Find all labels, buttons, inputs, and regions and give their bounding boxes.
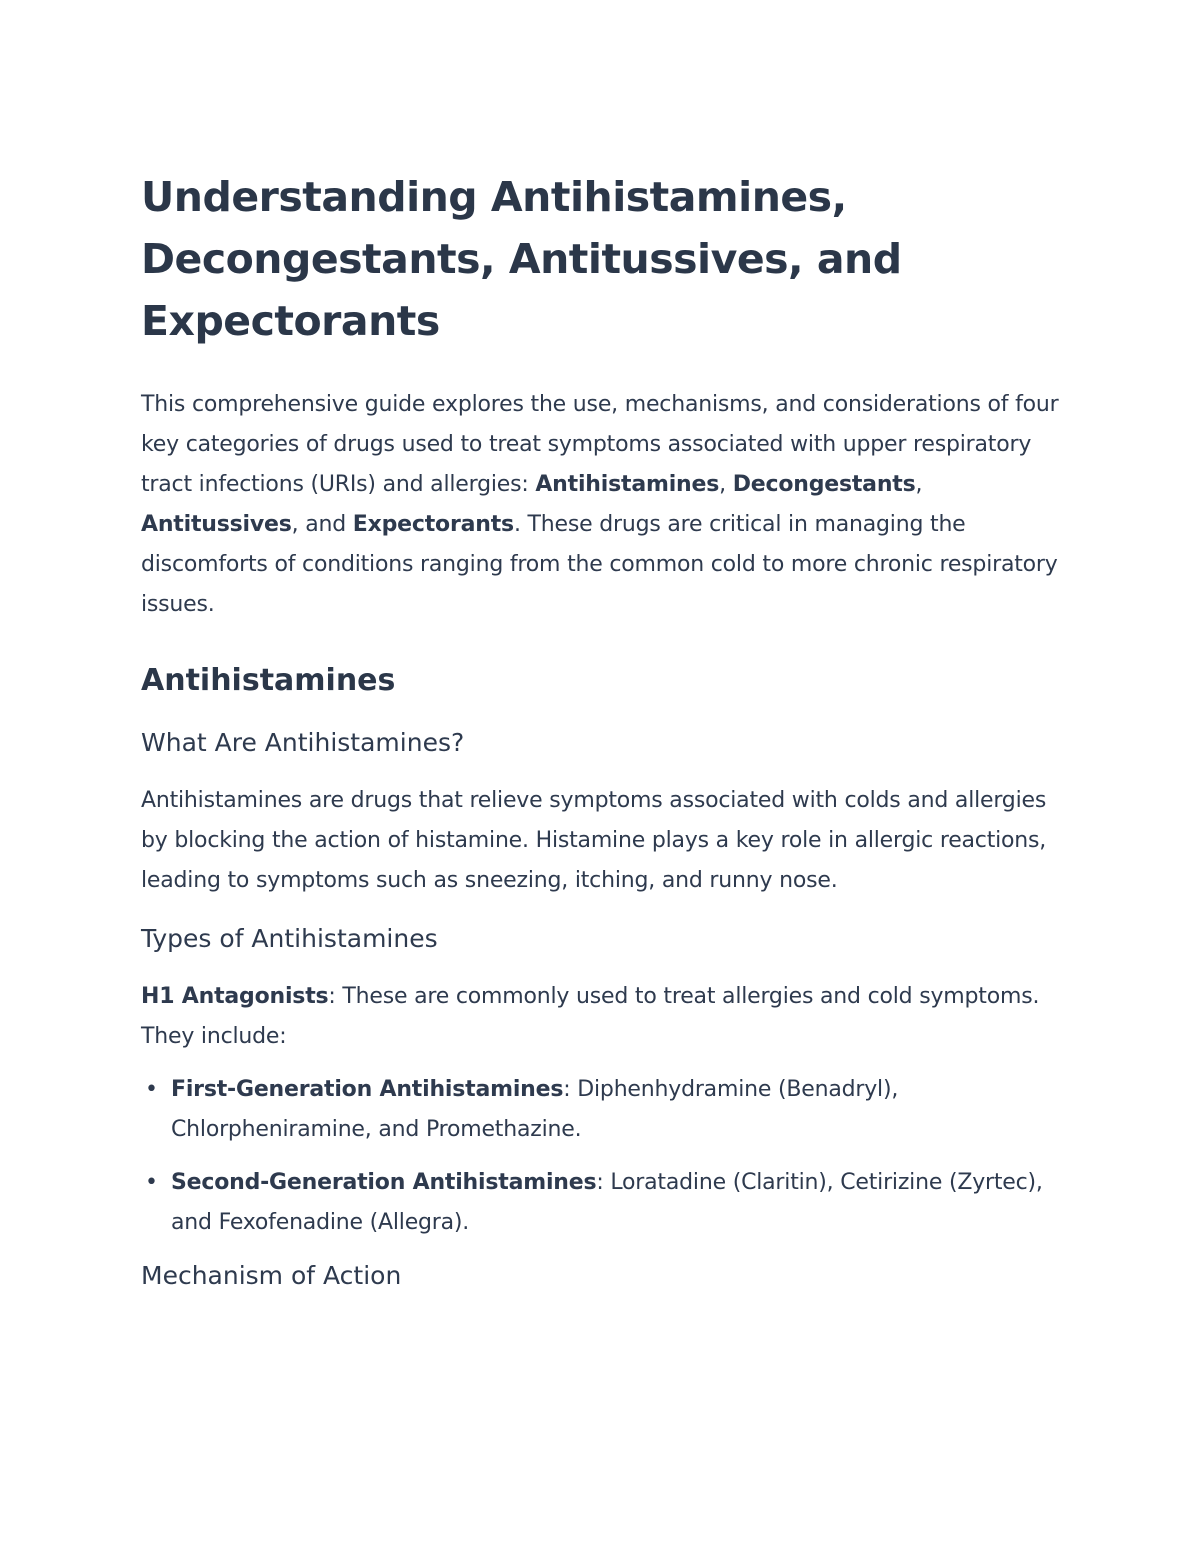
subheading-mechanism: Mechanism of Action: [141, 1261, 402, 1290]
section-heading-antihistamines: Antihistamines: [141, 663, 396, 698]
intro-text: This comprehensive guide explores the use, mechanisms, and considerations of four key categories of drugs used to treat symptoms associated with upper respiratory tract infections (URIs) and allergies:: [141, 392, 1059, 497]
list-item-label: First-Generation Antihistamines: [171, 1077, 564, 1102]
list-item-text: : Diphenhydramine (Benadryl), Chlorpheniramine, and Promethazine.: [171, 1077, 899, 1142]
intro-bold-expectorants: Expectorants: [352, 512, 514, 537]
bullet-icon: •: [145, 1170, 158, 1195]
list-item: [141, 1163, 1061, 1243]
list-item-label: Second-Generation Antihistamines: [171, 1170, 597, 1195]
intro-separator: ,: [915, 472, 923, 497]
intro-text-end: . These drugs are critical in managing the discomforts of conditions ranging from the common cold to more chronic respiratory issues.: [141, 512, 1058, 617]
h1-antagonists-label: H1 Antagonists: [141, 984, 329, 1009]
intro-separator: ,: [719, 472, 733, 497]
subheading-what-are-antihistamines: What Are Antihistamines?: [141, 728, 465, 757]
document-page: [141, 166, 1061, 1296]
h1-antagonists-text: : These are commonly used to treat allergies and cold symptoms. They include:: [141, 984, 1040, 1049]
subheading-types: Types of Antihistamines: [141, 924, 438, 953]
what-paragraph: Antihistamines are drugs that relieve symptoms associated with colds and allergies by blocking the action of histamine. Histamine plays a key role in allergic reactions, leading to symptoms such as sneezing, itching, and runny nose.: [141, 788, 1047, 893]
antihistamine-generation-list: [141, 1070, 1061, 1243]
list-item: [141, 1070, 1061, 1150]
h1-antagonists-paragraph: [141, 977, 1061, 1057]
bullet-icon: •: [145, 1077, 158, 1102]
intro-bold-antitussives: Antitussives: [141, 512, 292, 537]
intro-bold-decongestants: Decongestants: [732, 472, 916, 497]
list-item-text: : Loratadine (Claritin), Cetirizine (Zyrtec), and Fexofenadine (Allegra).: [171, 1170, 1043, 1235]
page-title: Understanding Antihistamines, Decongestants, Antitussives, and Expectorants: [141, 173, 902, 345]
intro-separator: , and: [291, 512, 353, 537]
intro-bold-antihistamines: Antihistamines: [535, 472, 720, 497]
intro-paragraph: [141, 385, 1061, 625]
